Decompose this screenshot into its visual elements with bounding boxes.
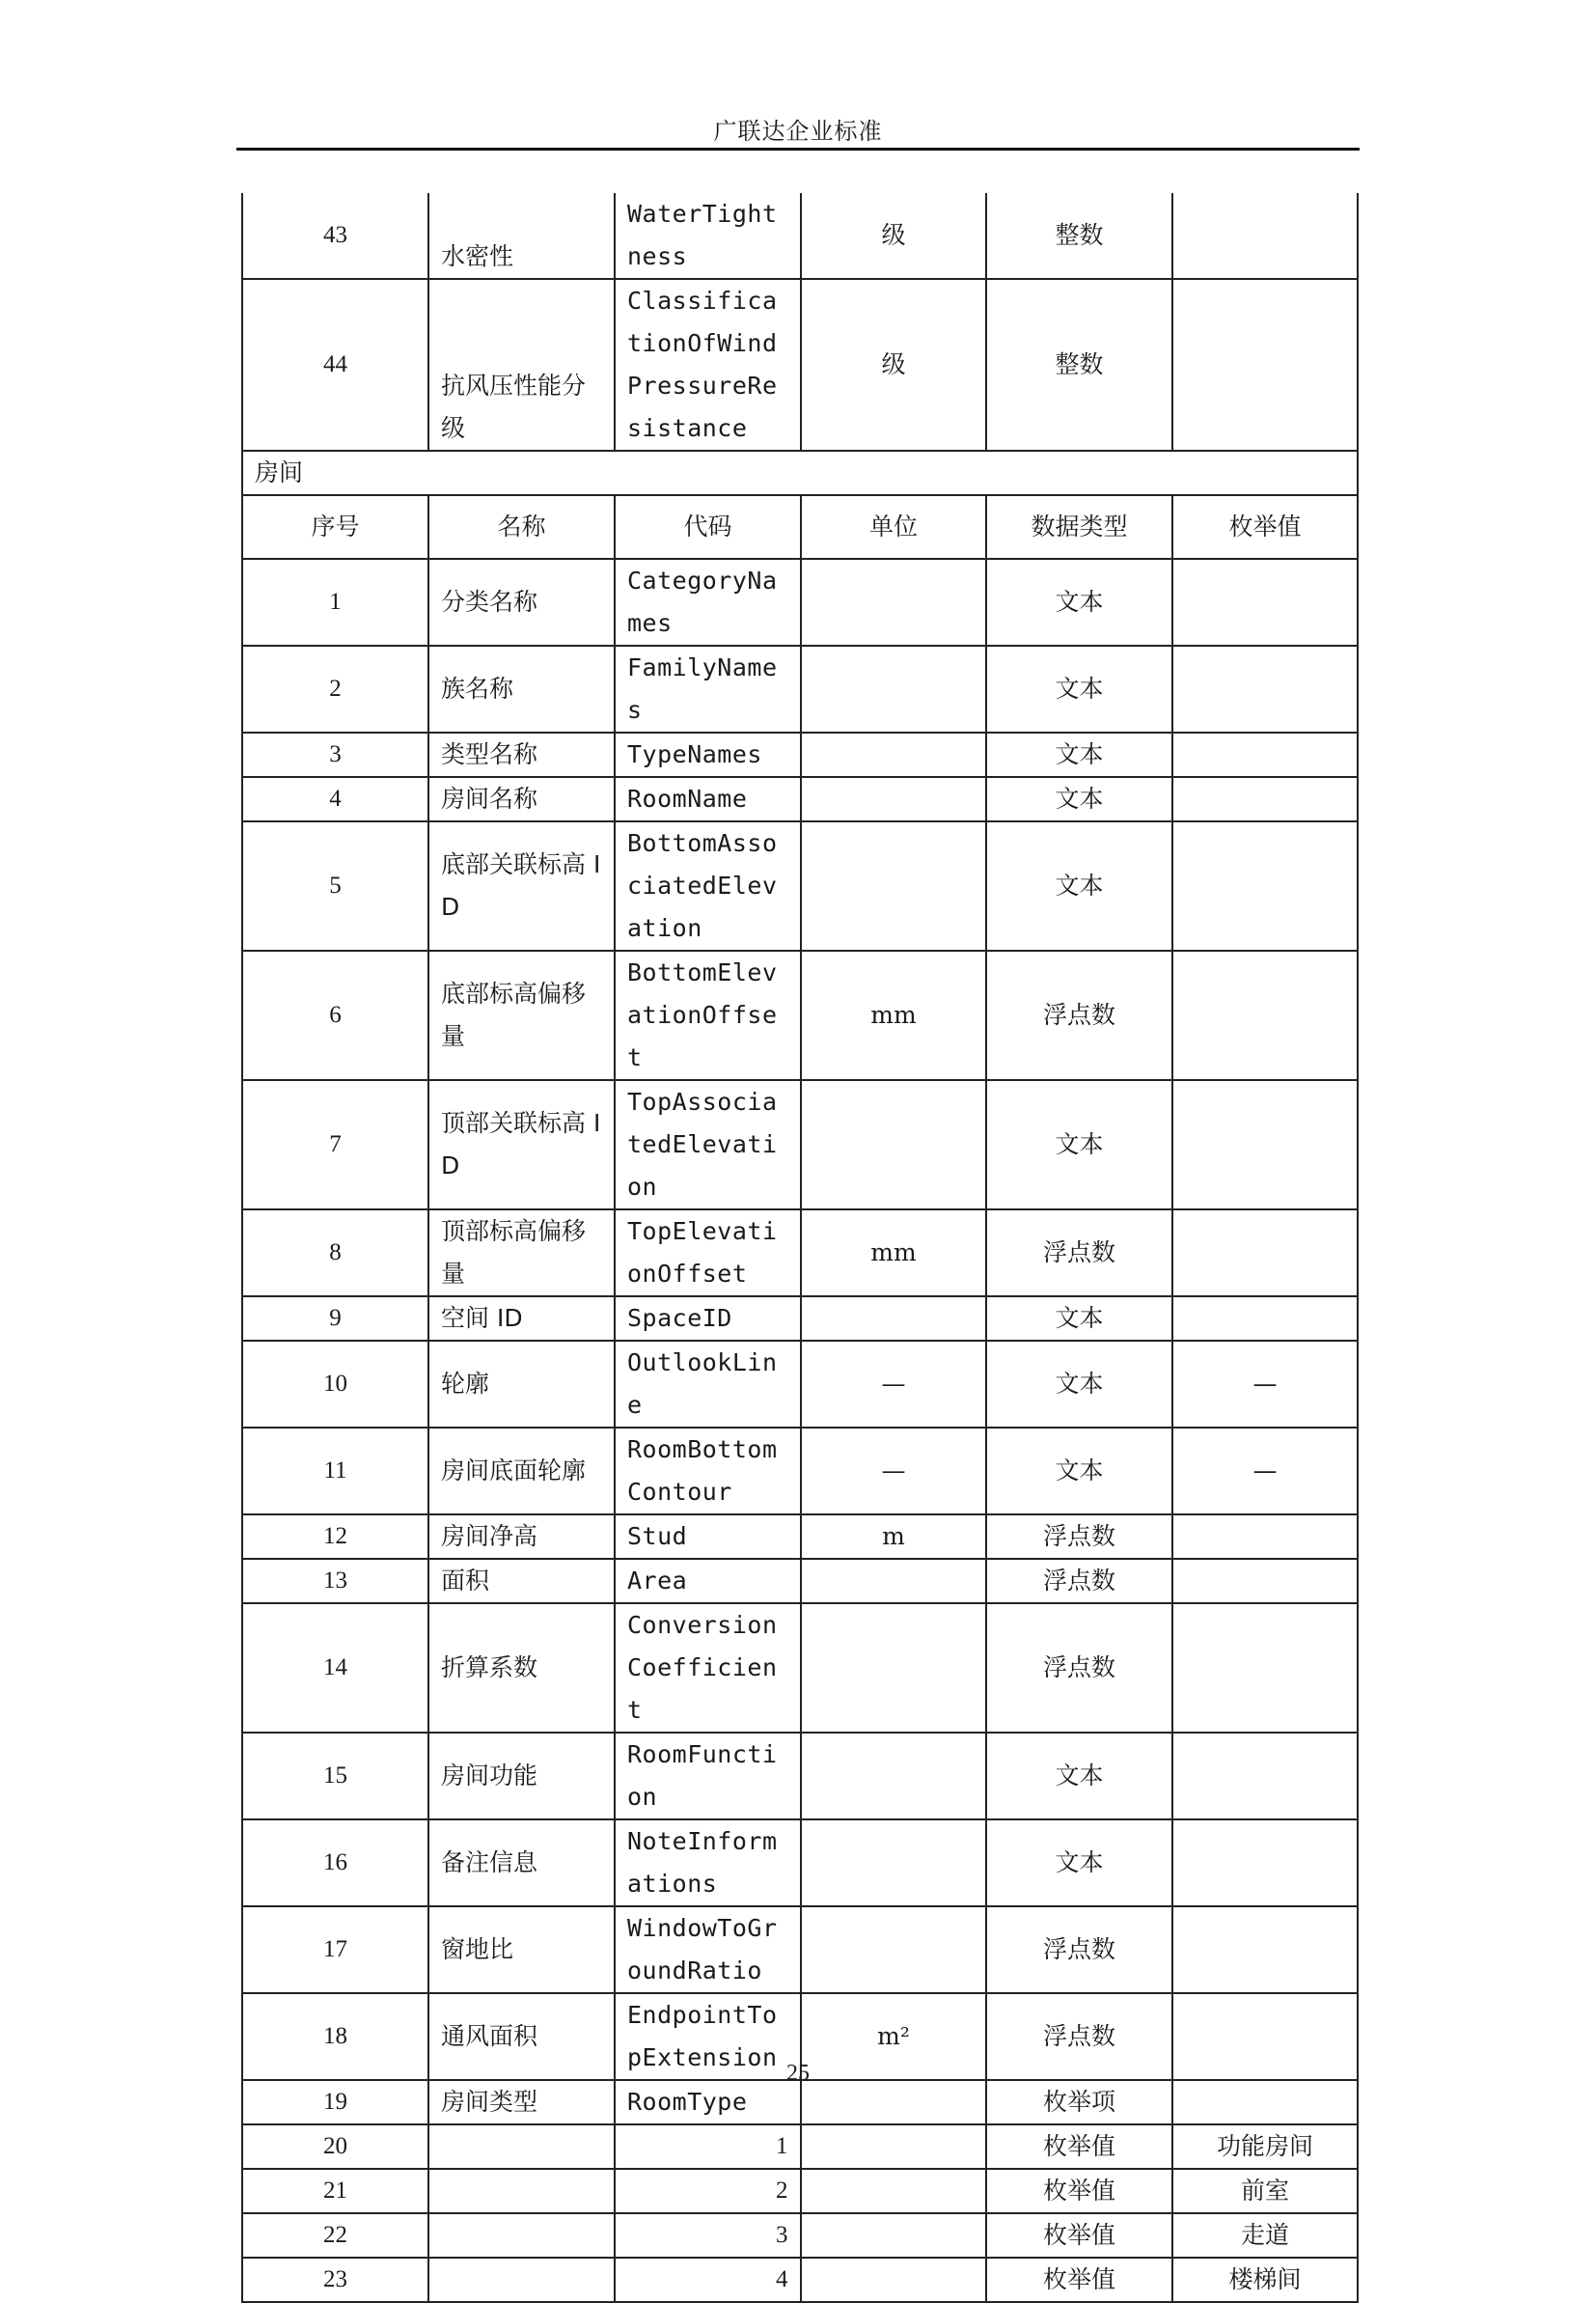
row-name-text: 顶部标高偏移量 [441, 1217, 587, 1288]
row-number [242, 1733, 428, 1819]
row-enum [1172, 1819, 1358, 1906]
row-number-text: 7 [329, 1131, 342, 1157]
row-type [986, 2169, 1172, 2213]
row-type-text: 文本 [1055, 1370, 1104, 1398]
row-code-text: SpaceID [627, 1304, 732, 1332]
row-enum-text: 功能房间 [1216, 2132, 1313, 2160]
row-unit [801, 2169, 986, 2213]
row-number [242, 646, 428, 733]
row-number-text: 4 [329, 786, 342, 812]
table-row [242, 1906, 1358, 1993]
row-name-text: 房间类型 [441, 2088, 538, 2116]
row-name-text: 水密性 [441, 242, 514, 270]
column-header: 序号 [242, 495, 428, 559]
row-name-text: 备注信息 [441, 1848, 538, 1876]
row-type [986, 1819, 1172, 1906]
row-number [242, 2213, 428, 2258]
row-type-text: 整数 [1055, 221, 1104, 249]
table-row [242, 2169, 1358, 2213]
row-type [986, 1559, 1172, 1603]
row-code-text: Stud [627, 1522, 688, 1550]
row-unit-text: 级 [881, 350, 906, 378]
row-code-text: EndpointTopExtension [627, 2001, 778, 2071]
row-code [615, 193, 801, 279]
row-unit [801, 1559, 986, 1603]
row-enum [1172, 2258, 1358, 2302]
row-name [428, 1819, 615, 1906]
row-number [242, 777, 428, 821]
row-type [986, 559, 1172, 646]
row-number [242, 1559, 428, 1603]
row-code-text: WaterTightness [627, 200, 778, 270]
row-name [428, 1603, 615, 1733]
row-number-text: 8 [329, 1239, 342, 1265]
row-code-text: TopAssociatedElevation [627, 1088, 778, 1201]
row-number [242, 1080, 428, 1209]
row-name-text: 房间功能 [441, 1762, 538, 1790]
row-type-text: 浮点数 [1042, 1522, 1115, 1550]
row-number [242, 951, 428, 1080]
row-type [986, 193, 1172, 279]
row-type-text: 整数 [1055, 350, 1104, 378]
table-row [242, 2124, 1358, 2169]
row-name [428, 2169, 615, 2213]
row-type [986, 821, 1172, 951]
row-code-text: BottomAssociatedElevation [627, 829, 778, 942]
row-name [428, 1341, 615, 1428]
row-number [242, 1209, 428, 1296]
row-unit [801, 1906, 986, 1993]
section-row [242, 451, 1358, 495]
row-enum [1172, 1080, 1358, 1209]
row-name [428, 1906, 615, 1993]
row-number-text: 18 [323, 2023, 347, 2049]
row-type-text: 浮点数 [1042, 2022, 1115, 2050]
row-code-text: ClassificationOfWindPressureResistance [627, 287, 778, 442]
row-type-text: 浮点数 [1042, 1935, 1115, 1963]
row-name [428, 1296, 615, 1341]
row-code [615, 1906, 801, 1993]
page-header-title: 广联达企业标准 [713, 118, 883, 145]
row-type-text: 文本 [1055, 872, 1104, 900]
row-enum [1172, 1209, 1358, 1296]
row-name [428, 1428, 615, 1514]
row-unit [801, 951, 986, 1080]
row-name-text: 房间净高 [441, 1522, 538, 1550]
row-number [242, 1341, 428, 1428]
row-name [428, 1209, 615, 1296]
row-type-text: 文本 [1055, 588, 1104, 616]
row-code [615, 559, 801, 646]
row-enum [1172, 279, 1358, 451]
row-type [986, 1428, 1172, 1514]
table-row [242, 951, 1358, 1080]
row-enum-text: — [1252, 1457, 1278, 1484]
row-number-text: 17 [323, 1936, 347, 1962]
row-number [242, 1819, 428, 1906]
row-code-text: CategoryNames [627, 567, 778, 637]
row-number-text: 22 [323, 2222, 347, 2248]
row-name-text: 抗风压性能分级 [441, 372, 587, 442]
row-code-text: ConversionCoefficient [627, 1611, 778, 1724]
row-unit [801, 821, 986, 951]
table-row [242, 1603, 1358, 1733]
table-row [242, 1341, 1358, 1428]
table-row [242, 279, 1358, 451]
row-name [428, 2258, 615, 2302]
row-type-text: 浮点数 [1042, 1238, 1115, 1266]
row-code-text: WindowToGroundRatio [627, 1914, 778, 1984]
row-number-text: 19 [323, 2089, 347, 2115]
row-enum [1172, 821, 1358, 951]
row-type [986, 1209, 1172, 1296]
row-type-text: 枚举项 [1042, 2088, 1115, 2116]
row-code-text: 2 [776, 2178, 788, 2204]
row-name [428, 2213, 615, 2258]
row-number [242, 279, 428, 451]
row-number-text: 15 [323, 1762, 347, 1789]
row-name-text: 窗地比 [441, 1935, 514, 1963]
row-code [615, 1341, 801, 1428]
row-name-text: 通风面积 [441, 2022, 538, 2050]
row-type [986, 1514, 1172, 1559]
row-unit [801, 1296, 986, 1341]
row-number [242, 733, 428, 777]
row-type [986, 777, 1172, 821]
row-type [986, 733, 1172, 777]
column-header: 数据类型 [986, 495, 1172, 559]
row-code-text: RoomFunction [627, 1740, 778, 1811]
table-row [242, 1514, 1358, 1559]
row-name-text: 面积 [441, 1567, 490, 1595]
row-number [242, 2258, 428, 2302]
row-type [986, 2124, 1172, 2169]
row-type-text: 文本 [1055, 1304, 1104, 1332]
row-type-text: 枚举值 [1042, 2221, 1115, 2249]
page-number: 25 [786, 2061, 810, 2086]
row-number-text: 1 [329, 589, 342, 615]
row-enum [1172, 1428, 1358, 1514]
row-enum [1172, 646, 1358, 733]
row-name [428, 279, 615, 451]
row-name [428, 2124, 615, 2169]
row-number-text: 21 [323, 2178, 347, 2204]
row-code-text: 1 [776, 2133, 788, 2159]
row-enum [1172, 1514, 1358, 1559]
row-type [986, 1296, 1172, 1341]
row-enum-text: 楼梯间 [1228, 2265, 1302, 2293]
row-code-text: TypeNames [627, 740, 762, 768]
row-enum-text: 前室 [1240, 2177, 1289, 2205]
row-enum [1172, 733, 1358, 777]
row-number-text: 11 [323, 1457, 347, 1484]
row-enum-text: 走道 [1240, 2221, 1289, 2249]
row-enum [1172, 2169, 1358, 2213]
row-name [428, 733, 615, 777]
row-unit [801, 646, 986, 733]
row-code-text: 3 [776, 2222, 788, 2248]
row-name [428, 1559, 615, 1603]
row-unit [801, 559, 986, 646]
column-header: 名称 [428, 495, 615, 559]
row-unit-text: 级 [881, 221, 906, 249]
table-row [242, 2213, 1358, 2258]
section-title: 房间 [242, 451, 1358, 495]
row-number-text: 20 [323, 2133, 347, 2159]
row-code-text: RoomName [627, 785, 748, 813]
row-code [615, 646, 801, 733]
row-number-text: 6 [329, 1002, 342, 1028]
row-code-text: NoteInformations [627, 1827, 778, 1898]
row-number [242, 1514, 428, 1559]
row-unit [801, 1514, 986, 1559]
table-row [242, 193, 1358, 279]
column-header: 单位 [801, 495, 986, 559]
row-name-text: 类型名称 [441, 740, 538, 768]
row-type-text: 枚举值 [1042, 2132, 1115, 2160]
row-number-text: 13 [323, 1568, 347, 1594]
row-code [615, 1819, 801, 1906]
row-number-text: 16 [323, 1849, 347, 1875]
row-name [428, 777, 615, 821]
row-enum [1172, 1733, 1358, 1819]
row-code [615, 2213, 801, 2258]
row-unit [801, 1080, 986, 1209]
row-type [986, 1733, 1172, 1819]
table-row [242, 777, 1358, 821]
row-type-text: 浮点数 [1042, 1653, 1115, 1681]
row-name [428, 1514, 615, 1559]
row-code-text: FamilyNames [627, 653, 778, 724]
row-number [242, 2124, 428, 2169]
row-name [428, 821, 615, 951]
row-unit-text: m [882, 1522, 905, 1550]
row-enum [1172, 1603, 1358, 1733]
row-number [242, 1603, 428, 1733]
column-header: 枚举值 [1172, 495, 1358, 559]
row-type [986, 1080, 1172, 1209]
row-unit-text: m² [877, 2022, 910, 2050]
row-code [615, 2258, 801, 2302]
table-row [242, 2258, 1358, 2302]
row-type [986, 1341, 1172, 1428]
header-divider [236, 148, 1360, 151]
row-enum [1172, 951, 1358, 1080]
row-unit [801, 193, 986, 279]
row-type-text: 枚举值 [1042, 2177, 1115, 2205]
row-number-text: 12 [323, 1523, 347, 1549]
row-unit [801, 777, 986, 821]
row-number [242, 1906, 428, 1993]
row-type-text: 浮点数 [1042, 1001, 1115, 1029]
row-number [242, 821, 428, 951]
row-unit [801, 1603, 986, 1733]
row-code [615, 1514, 801, 1559]
row-enum [1172, 1559, 1358, 1603]
row-name-text: 底部关联标高 ID [441, 850, 601, 921]
row-enum [1172, 2213, 1358, 2258]
column-header: 代码 [615, 495, 801, 559]
row-type-text: 文本 [1055, 1848, 1104, 1876]
row-type [986, 1603, 1172, 1733]
row-type [986, 951, 1172, 1080]
row-type [986, 279, 1172, 451]
table-row [242, 559, 1358, 646]
table-row [242, 646, 1358, 733]
row-code [615, 821, 801, 951]
row-code [615, 951, 801, 1080]
row-type [986, 646, 1172, 733]
row-type-text: 文本 [1055, 675, 1104, 703]
row-code-text: RoomBottomContour [627, 1435, 778, 1506]
table-row [242, 1428, 1358, 1514]
row-code [615, 1209, 801, 1296]
table-row [242, 1209, 1358, 1296]
row-type [986, 2258, 1172, 2302]
row-unit-text: mm [870, 1238, 917, 1266]
row-name-text: 轮廓 [441, 1370, 490, 1398]
row-enum [1172, 2124, 1358, 2169]
row-type-text: 文本 [1055, 1762, 1104, 1790]
row-enum [1172, 777, 1358, 821]
row-unit [801, 2213, 986, 2258]
row-unit [801, 1428, 986, 1514]
row-name-text: 分类名称 [441, 588, 538, 616]
row-type [986, 2213, 1172, 2258]
row-unit [801, 279, 986, 451]
table-row [242, 733, 1358, 777]
row-name-text: 空间 ID [441, 1304, 523, 1332]
row-code [615, 1559, 801, 1603]
row-type-text: 文本 [1055, 785, 1104, 813]
row-number [242, 1428, 428, 1514]
row-unit [801, 733, 986, 777]
row-code [615, 1603, 801, 1733]
row-number-text: 10 [323, 1371, 347, 1397]
table-row [242, 1559, 1358, 1603]
row-code-text: 4 [776, 2266, 788, 2292]
row-name-text: 折算系数 [441, 1653, 538, 1681]
row-enum [1172, 559, 1358, 646]
row-unit-text: — [881, 1457, 906, 1484]
row-number-text: 44 [323, 351, 347, 377]
row-enum [1172, 1906, 1358, 1993]
row-enum [1172, 1341, 1358, 1428]
row-code-text: Area [627, 1567, 688, 1595]
row-type-text: 文本 [1055, 1457, 1104, 1484]
row-code [615, 279, 801, 451]
row-number [242, 1296, 428, 1341]
row-unit [801, 1209, 986, 1296]
row-unit [801, 1733, 986, 1819]
row-unit [801, 2124, 986, 2169]
row-name-text: 底部标高偏移量 [441, 980, 587, 1050]
row-type-text: 浮点数 [1042, 1567, 1115, 1595]
row-type-text: 文本 [1055, 1130, 1104, 1158]
row-code-text: BottomElevationOffset [627, 958, 778, 1071]
row-name-text: 房间名称 [441, 785, 538, 813]
row-number-text: 5 [329, 873, 342, 899]
row-code [615, 2124, 801, 2169]
table-header-row [242, 495, 1358, 559]
table-row [242, 1733, 1358, 1819]
row-type-text: 文本 [1055, 740, 1104, 768]
row-unit [801, 1819, 986, 1906]
row-enum [1172, 193, 1358, 279]
row-code [615, 1733, 801, 1819]
table-row [242, 1819, 1358, 1906]
row-number-text: 9 [329, 1305, 342, 1331]
row-name [428, 193, 615, 279]
row-number [242, 2169, 428, 2213]
row-code [615, 1080, 801, 1209]
table-row [242, 1296, 1358, 1341]
row-code [615, 1296, 801, 1341]
row-name-text: 顶部关联标高 ID [441, 1109, 601, 1179]
row-number-text: 14 [323, 1654, 347, 1680]
row-code [615, 1428, 801, 1514]
row-enum-text: — [1252, 1370, 1278, 1398]
row-unit [801, 2258, 986, 2302]
row-unit [801, 1341, 986, 1428]
row-number-text: 43 [323, 222, 347, 248]
row-name [428, 1733, 615, 1819]
row-enum [1172, 1296, 1358, 1341]
row-code [615, 2169, 801, 2213]
table-row [242, 821, 1358, 951]
row-number-text: 3 [329, 741, 342, 767]
row-name-text: 族名称 [441, 675, 514, 703]
row-number-text: 23 [323, 2266, 347, 2292]
row-code [615, 777, 801, 821]
row-code [615, 733, 801, 777]
table-row [242, 1080, 1358, 1209]
row-number [242, 559, 428, 646]
row-code-text: TopElevationOffset [627, 1217, 778, 1288]
row-number-text: 2 [329, 676, 342, 702]
row-number [242, 193, 428, 279]
row-name [428, 1080, 615, 1209]
row-code-text: OutlookLine [627, 1348, 778, 1419]
row-type-text: 枚举值 [1042, 2265, 1115, 2293]
row-unit-text: — [881, 1370, 906, 1398]
row-unit-text: mm [870, 1001, 917, 1029]
row-type [986, 1906, 1172, 1993]
row-name [428, 646, 615, 733]
row-code-text: RoomType [627, 2088, 748, 2116]
attribute-table [241, 193, 1359, 2303]
row-name-text: 房间底面轮廓 [441, 1457, 587, 1484]
row-name [428, 559, 615, 646]
row-name [428, 951, 615, 1080]
